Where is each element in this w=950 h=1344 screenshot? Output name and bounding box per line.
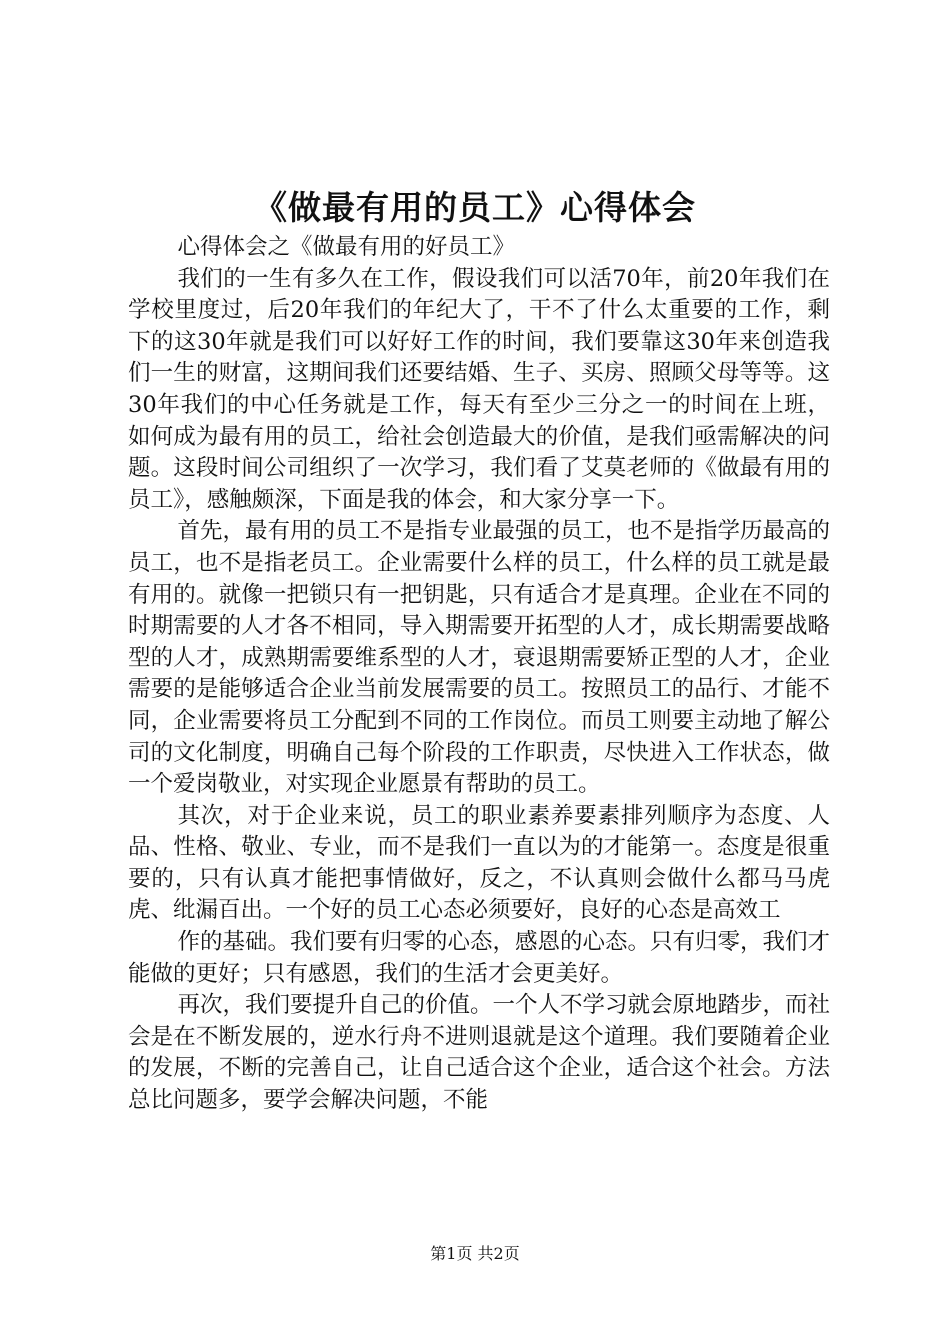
paragraph: 其次，对于企业来说，员工的职业素养要素排列顺序为态度、人品、性格、敬业、专业，而不是我们一直以为的才能第一。态度是很重要的，只有认真才能把事情做好，反之，不认真则会做什么都马马虎虎、纰漏百出。一个好的员工心态必须要好，良好的心态是高效工 — [128, 802, 830, 924]
paragraph: 首先，最有用的员工不是指专业最强的员工，也不是指学历最高的员工，也不是指老员工。企业需要什么样的员工，什么样的员工就是最有用的。就像一把锁只有一把钥匙，只有适合才是真理。企业在不同的时期需要的人才各不相同，导入期需要开拓型的人才，成长期需要战略型的人才，成熟期需要维系型的人才，衰退期需要矫正型的人才，企业需要的是能够适合企业当前发展需要的员工。按照员工的品行、才能不同，企业需要将员工分配到不同的工作岗位。而员工则要主动地了解公司的文化制度，明确自己每个阶段的工作职责，尽快进入工作状态，做一个爱岗敬业，对实现企业愿景有帮助的员工。 — [128, 518, 831, 798]
document-title: 《做最有用的员工》心得体会 — [254, 188, 696, 227]
paragraph-subtitle: 心得体会之《做最有用的好员工》 — [177, 234, 516, 260]
document-body — [128, 232, 830, 1117]
paragraph: 作的基础。我们要有归零的心态，感恩的心态。只有归零，我们才能做的更好；只有感恩，我们的生活才会更美好。 — [128, 929, 831, 987]
paragraph: 我们的一生有多久在工作，假设我们可以活70年，前20年我们在学校里度过，后20年我们的年纪大了，干不了什么太重要的工作，剩下的这30年就是我们可以好好工作的时间，我们要靠这30年来创造我们一生的财富，这期间我们还要结婚、生子、买房、照顾父母等等。这30年我们的中心任务就是工作，每天有至少三分之一的时间在上班，如何成为最有用的员工，给社会创造最大的价值，是我们亟需解决的问题。这段时间公司组织了一次学习，我们看了艾莫老师的《做最有用的员工》，感触颇深，下面是我的体会，和大家分享一下。 — [128, 265, 830, 513]
paragraph: 再次，我们要提升自己的价值。一个人不学习就会原地踏步，而社会是在不断发展的，逆水行舟不进则退就是这个道理。我们要随着企业的发展，不断的完善自己，让自己适合这个企业，适合这个社会。方法总比问题多，要学会解决问题，不能 — [128, 992, 831, 1114]
page-footer: 第1页 共2页 — [430, 1244, 520, 1263]
